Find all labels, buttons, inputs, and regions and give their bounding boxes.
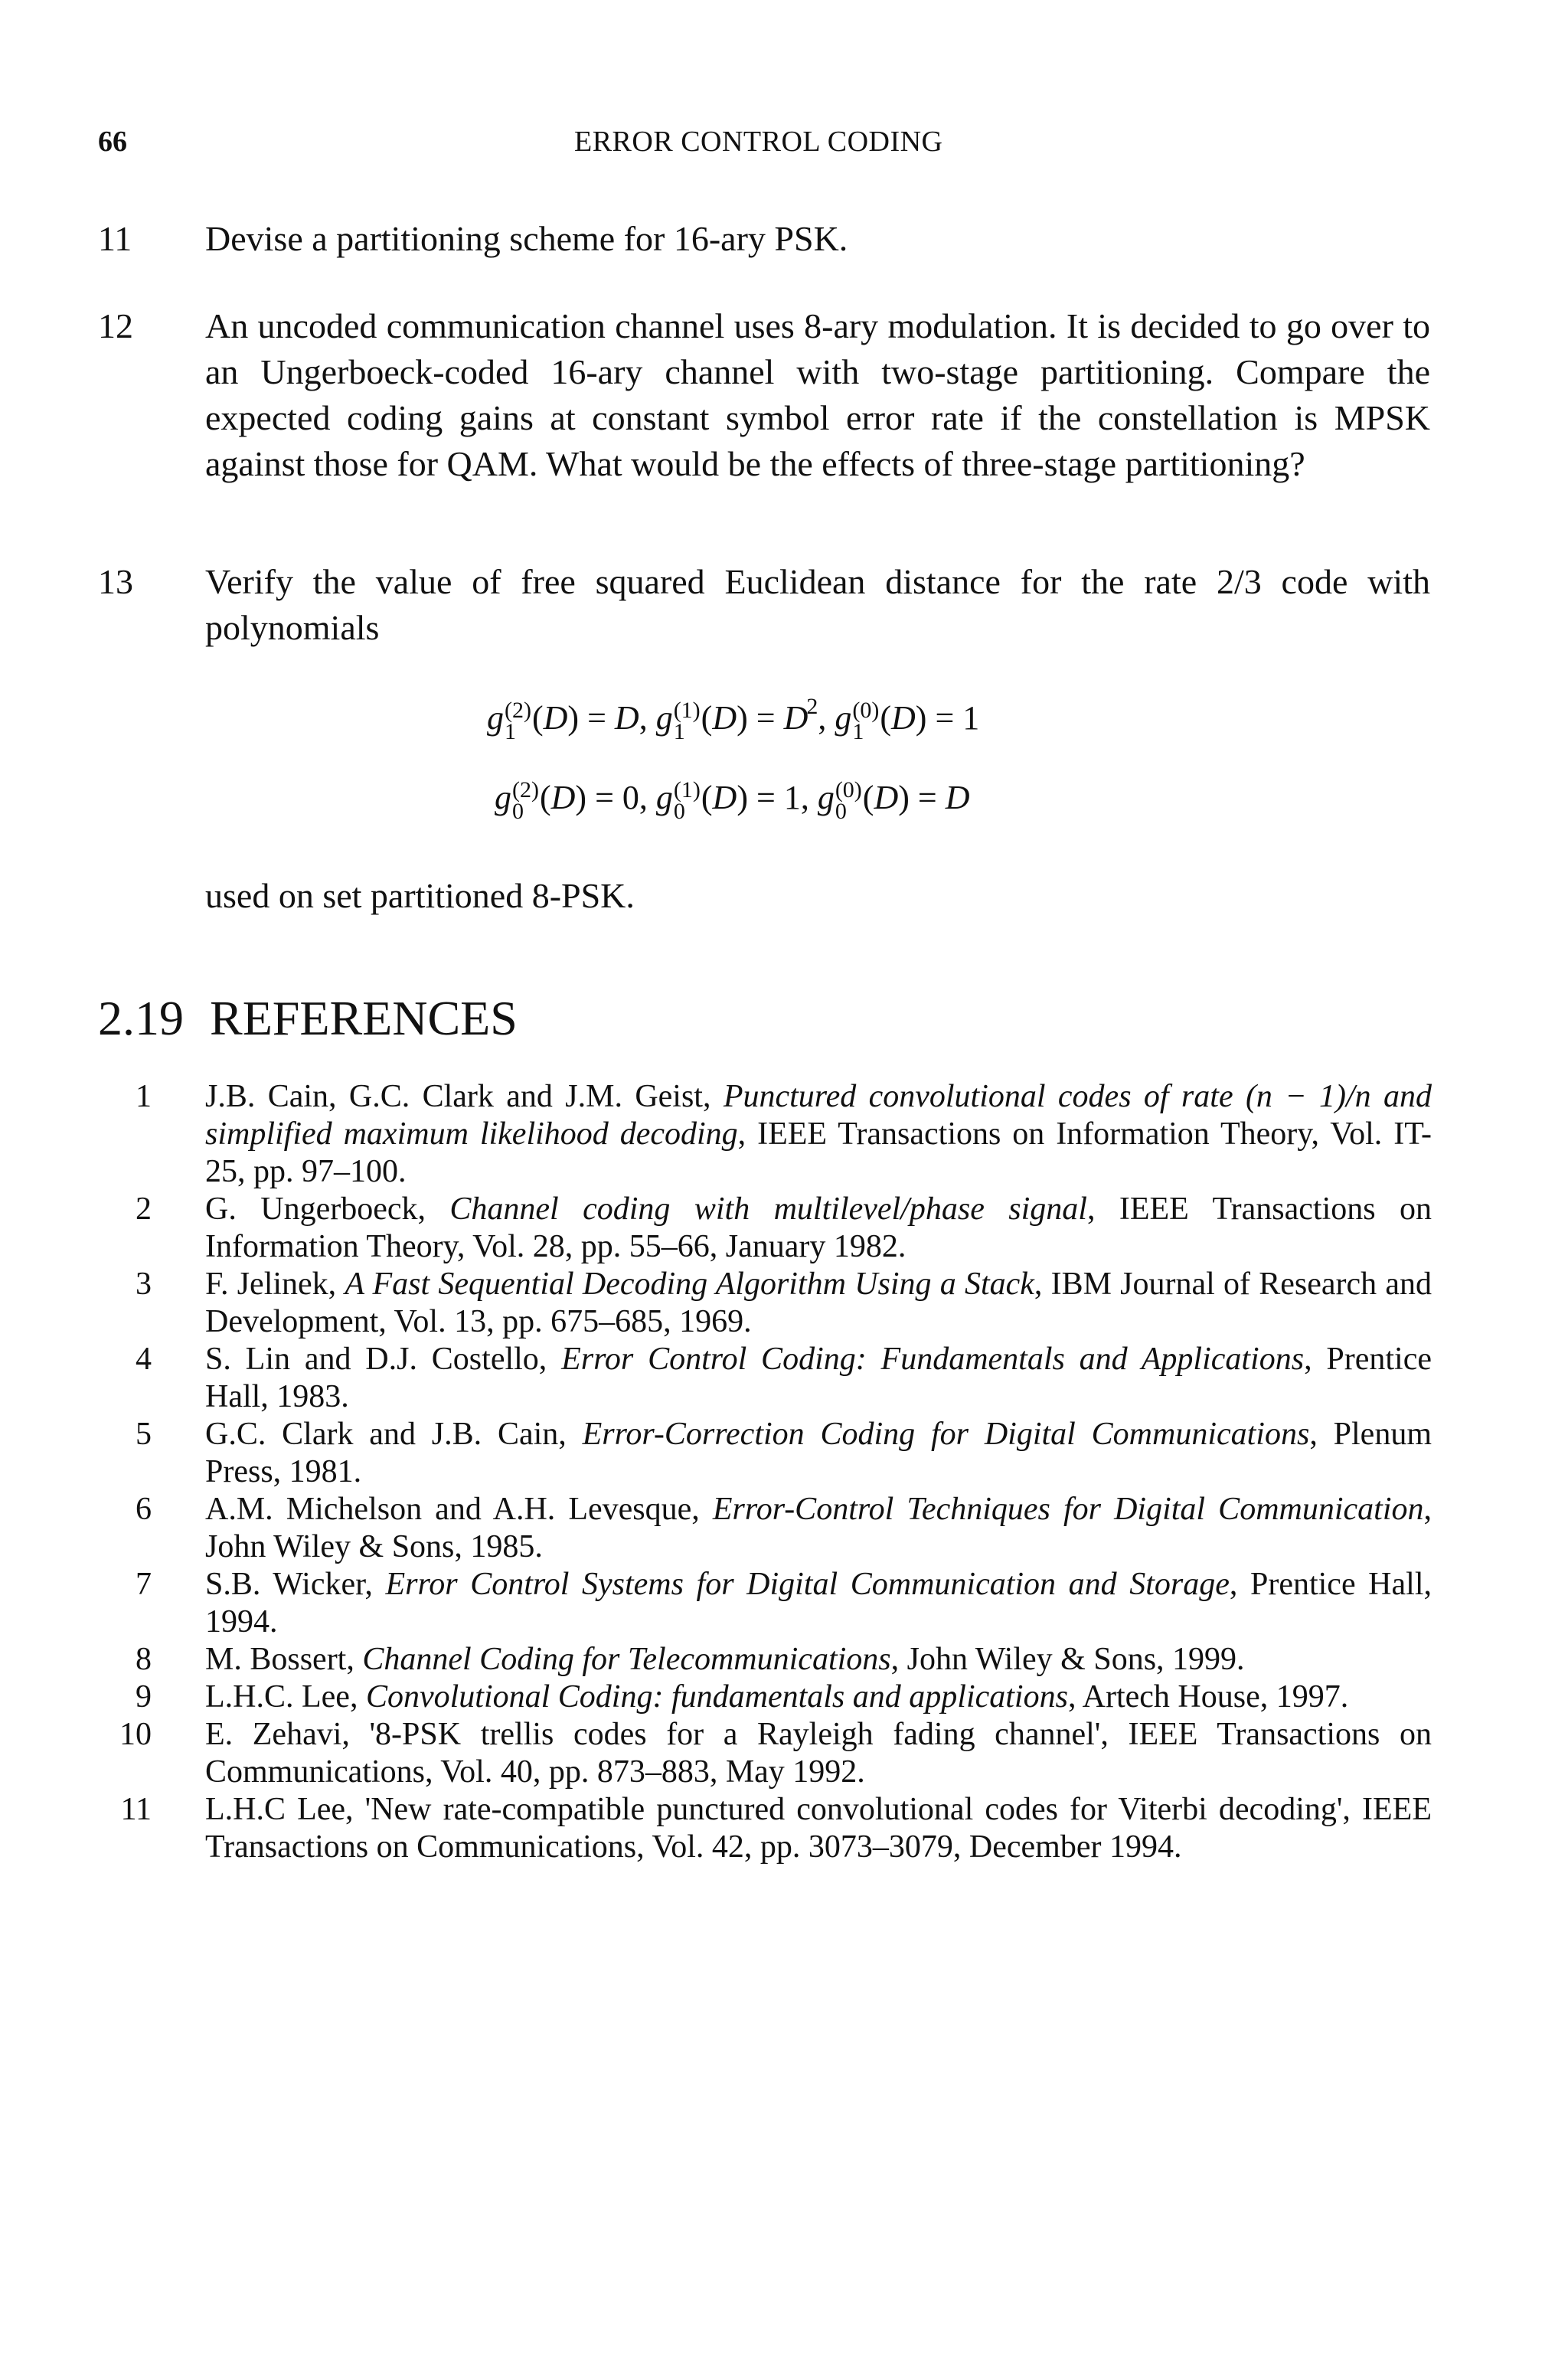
reference-item: 9 L.H.C. Lee, Convolutional Coding: fundamentals and applications, Artech House, 1997. bbox=[136, 1679, 1349, 1715]
references-list bbox=[98, 1078, 1432, 1866]
problem-text: Verify the value of free squared Euclidean distance for the rate 2/3 code with polynomials bbox=[205, 562, 1430, 647]
section-title: REFERENCES bbox=[210, 991, 518, 1045]
reference-item: 7 S.B. Wicker, Error Control Systems for Digital Communication and Storage, Prentice Hall, 1994. bbox=[136, 1567, 1432, 1639]
problem-11 bbox=[98, 216, 1430, 262]
equation-row-2: g (2) 0 (D) = 0, g (1) 0 (D) = 1, g (0) 0 (D) = D bbox=[495, 776, 970, 824]
reference-item: 1 J.B. Cain, G.C. Clark and J.M. Geist, Punctured convolutional codes of rate (n − 1)/n and simplified maximum likelihood decoding, IEEE Transactions on Information Theory, Vol. IT-25, pp. 97–100. bbox=[136, 1079, 1432, 1189]
reference-item: 2 G. Ungerboeck, Channel coding with multilevel/phase signal, IEEE Transactions on Information Theory, Vol. 28, pp. 55–66, January 1982. bbox=[136, 1192, 1432, 1264]
problem-number: 12 bbox=[98, 306, 133, 345]
problem-12 bbox=[98, 303, 1430, 487]
reference-item: 8 M. Bossert, Channel Coding for Telecommunications, John Wiley & Sons, 1999. bbox=[136, 1642, 1245, 1677]
problem-13 bbox=[98, 559, 1430, 651]
reference-item: 6 A.M. Michelson and A.H. Levesque, Error-Control Techniques for Digital Communication, John Wiley & Sons, 1985. bbox=[136, 1492, 1432, 1564]
reference-item: 3 F. Jelinek, A Fast Sequential Decoding Algorithm Using a Stack, IBM Journal of Research and Development, Vol. 13, pp. 675–685, 1969. bbox=[136, 1267, 1432, 1339]
page-number: 66 bbox=[98, 126, 127, 158]
reference-item: 4 S. Lin and D.J. Costello, Error Control Coding: Fundamentals and Applications, Prentice Hall, 1983. bbox=[136, 1342, 1432, 1414]
problem-number: 11 bbox=[98, 219, 132, 258]
problem-text: Devise a partitioning scheme for 16-ary PSK. bbox=[205, 219, 848, 258]
reference-item: 5 G.C. Clark and J.B. Cain, Error-Correction Coding for Digital Communications, Plenum Press, 1981. bbox=[136, 1417, 1432, 1489]
section-heading bbox=[98, 988, 518, 1049]
equation-row-1: g (2) 1 (D) = D, g (1) 1 $(D) = D^2$, g (0) 1 (D) = 1 bbox=[487, 694, 980, 744]
reference-item: 10 E. Zehavi, '8-PSK trellis codes for a Rayleigh fading channel', IEEE Transactions on Communications, Vol. 40, pp. 873–883, May 1992. bbox=[119, 1717, 1432, 1790]
running-title: ERROR CONTROL CODING bbox=[574, 126, 943, 158]
section-number: 2.19 bbox=[98, 991, 184, 1045]
problem-number: 13 bbox=[98, 562, 133, 601]
problem-13-tail: used on set partitioned 8-PSK. bbox=[205, 876, 635, 915]
problem-text: An uncoded communication channel uses 8-ary modulation. It is decided to go over to an Ungerboeck-coded 16-ary channel with two-stage partitioning. Compare the expected coding gains at constant symbol error rate if the constellation is MPSK against those for QAM. What would be the effects of three-stage partitioning? bbox=[205, 306, 1430, 483]
reference-item: 11 L.H.C Lee, 'New rate-compatible punctured convolutional codes for Viterbi decoding', IEEE Transactions on Communications, Vol. 42, pp. 3073–3079, December 1994. bbox=[120, 1792, 1432, 1865]
